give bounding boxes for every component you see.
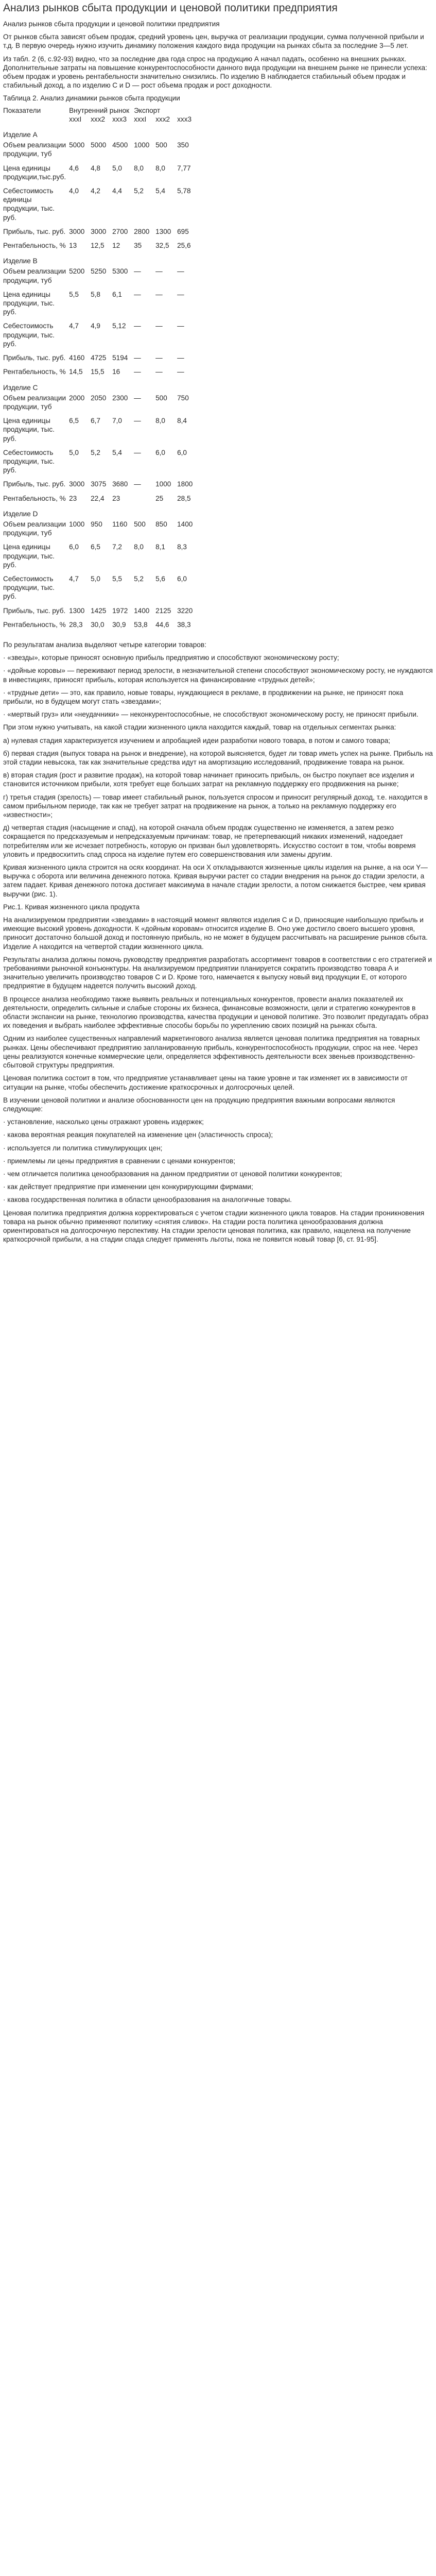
paragraph: При этом нужно учитывать, на какой стадии жизненного цикла находится каждый, товар на отдельных сегментах рынка: <box>3 723 396 732</box>
table-cell: 5,4 <box>112 448 122 456</box>
paragraph: Результаты анализа должны помочь руководству предприятия разработать ассортимент товаров в соответствии с его стратегией и требованиями рыночной конъюнктуры. На анализируемом предприятии планируется сократить производство товара А и значительно увеличить производство товаров С и D. Кроме того, намечается к выпуску новый вид продукции Е, от которого предприятие в будущем надеется получить высокий доход. <box>3 955 432 990</box>
table-cell: 3075 <box>91 480 107 488</box>
table-cell: 1000 <box>155 480 171 488</box>
table-cell: 1800 <box>177 480 193 488</box>
table-cell: 6,0 <box>155 448 165 456</box>
paragraph: в) вторая стадия (рост и развитие продаж), на которой товар начинает приносить прибыль, он быстро покупает все изделия и становится источником прибыли, хотя требует еще больших затрат на рекламную поддержку его продвижения на рынке; <box>3 771 414 788</box>
table-cell: 5,5 <box>69 290 79 298</box>
table-cell: — <box>134 448 141 456</box>
table-row-label: Себестоимость продукции, тыс. руб. <box>3 448 55 474</box>
table-cell: 1425 <box>91 606 107 615</box>
page-title: Анализ рынков сбыта продукции и ценовой политики предприятия <box>3 2 338 14</box>
paragraph: Анализ рынков сбыта продукции и ценовой политики предприятия <box>3 20 220 28</box>
table-cell: 5,12 <box>112 322 126 330</box>
table-cell: 44,6 <box>155 620 169 629</box>
table-cell: 5,78 <box>177 187 191 195</box>
table-cell: 5000 <box>69 141 85 149</box>
table-cell: 4,2 <box>91 187 100 195</box>
table-product-name: Изделие А <box>3 131 38 139</box>
table-row <box>3 416 199 448</box>
paragraph: На анализируемом предприятии «звездами» в настоящий момент являются изделия С и D, приносящие наибольшую прибыль и имеющие высокий уровень доходности. К «дойным коровам» относится изделие В. Оно уже достигло своего высшего уровня, приносит достаточно большой доход и постоянную прибыль, но не может в будущем рассчитывать на расширение рынков сбыта. Изделие А находится на четвертой стадии жизненного цикла. <box>3 916 428 951</box>
table-cell: 950 <box>91 520 102 528</box>
table-cell: — <box>134 267 141 276</box>
paragraph: б) первая стадия (выпуск товара на рынок и внедрение), на которой выясняется, будет ли товар иметь успех на рынке. Прибыль на этой стадии невысока, так как значительные средства идут на амортизацию исследований, продвижение товара на рынок. <box>3 749 433 766</box>
table-cell: 5,0 <box>91 574 100 583</box>
paragraph: · «мертвый груз» или «неудачники» — неконкурентоспособные, не способствуют экономическому росту, не приносят прибыли. <box>3 710 418 719</box>
table-row-label: Себестоимость единицы продукции, тыс. руб. <box>3 187 55 222</box>
table-cell: 28,3 <box>69 620 83 629</box>
table-row-label: Прибыль, тыс. руб. <box>3 606 66 615</box>
table-product-row <box>3 382 199 394</box>
table-product-row <box>3 129 199 141</box>
table-row <box>3 543 199 574</box>
table-product-name: Изделие В <box>3 257 38 265</box>
table-row-label: Прибыль, тыс. руб. <box>3 480 66 488</box>
table-cell: 5,2 <box>134 187 144 195</box>
table-row <box>3 520 199 543</box>
table-cell: 4,6 <box>69 164 79 172</box>
paragraph: г) третья стадия (зрелость) — товар имеет стабильный рынок, пользуется спросом и приносит регулярный доход, т.е. находится в самом прибыльном периоде, так как не требует затрат на продвижение на рынок, а только на рекламную поддержку его «известности»; <box>3 793 428 819</box>
table-cell <box>134 494 155 508</box>
table-cell: 5300 <box>112 267 128 276</box>
table-cell: 4,9 <box>91 322 100 330</box>
table-cell: 15,5 <box>91 368 104 376</box>
table-cell: 1000 <box>69 520 85 528</box>
table-row <box>3 606 199 620</box>
table-cell: 25 <box>155 494 164 502</box>
table-year-cell: xxx3 <box>177 115 192 123</box>
table-cell: 5,0 <box>112 164 122 172</box>
table-cell: 6,1 <box>112 290 122 298</box>
table-cell: 1300 <box>69 606 85 615</box>
paragraph: а) нулевая стадия характеризуется изучением и апробацией идеи разработки нового товара, в потом и самого товара; <box>3 736 391 744</box>
table-cell: 2050 <box>91 394 107 402</box>
table-row <box>3 448 199 480</box>
table-cell: 6,0 <box>177 448 187 456</box>
table-cell: 8,0 <box>155 164 165 172</box>
table-year-cell: xxx2 <box>155 115 170 123</box>
table-cell: 2300 <box>112 394 128 402</box>
table-header-export: Экспорт <box>134 106 161 114</box>
table-row-label: Объем реализации продукции, туб <box>3 394 66 411</box>
table-cell: 32,5 <box>155 242 169 250</box>
table-cell: 38,3 <box>177 620 191 629</box>
table-row-label: Прибыль, тыс. руб. <box>3 227 66 235</box>
table-cell: 5000 <box>91 141 107 149</box>
table-cell: 5194 <box>112 354 128 362</box>
table-cell: 1400 <box>134 606 150 615</box>
table-cell: 500 <box>155 394 167 402</box>
paragraph: · «звезды», которые приносят основную прибыль предприятию и способствуют экономическому росту; <box>3 654 339 662</box>
table-cell: 14,5 <box>69 368 83 376</box>
table-cell: 8,0 <box>134 164 144 172</box>
paragraph: · используется ли политика стимулирующих цен; <box>3 1144 163 1152</box>
table-cell: 35 <box>134 242 142 250</box>
table-year-cell: xxx3 <box>112 115 127 123</box>
table-header-label: Показатели <box>3 106 41 114</box>
table-cell: 25,6 <box>177 242 191 250</box>
table-cell: 4160 <box>69 354 85 362</box>
table-year-cell: xxxI <box>69 115 82 123</box>
table-row-label: Себестоимость продукции, тыс. руб. <box>3 574 55 601</box>
paragraph: Одним из наиболее существенных направлений маркетингового анализа является ценовая политика предприятия на товарных рынках. Цены обеспечивают предприятию запланированную прибыль, конкурентоспособность продукции, спрос на нее. Через цены реализуются конечные коммерческие цели, определяется эффективность деятельности всех звеньев производственно-сбытовой структуры предприятия. <box>3 1035 420 1070</box>
table-cell: 5,8 <box>91 290 100 298</box>
paragraph: Ценовая политика предприятия должна корректироваться с учетом стадии жизненного цикла товаров. На стадии проникновения товара на рынок обычно применяют политику «снятия сливок». На стадии роста политика ценообразования должна ориентироваться на долгосрочную перспективу. На стадии зрелости ценовая политика, как правило, нацелена на получение краткосрочной прибыли, а на стадии спада следует применять льготы, пока не появится новый товар [6, ст. 91-95]. <box>3 1209 425 1244</box>
table-cell: 4,8 <box>91 164 100 172</box>
table-caption: Таблица 2. Анализ динамики рынков сбыта продукции <box>3 94 180 103</box>
table-cell: 8,0 <box>134 543 144 551</box>
table-row <box>3 267 199 290</box>
table-cell: 6,7 <box>91 417 100 425</box>
table-cell: 500 <box>134 520 146 528</box>
table-cell: 2700 <box>112 227 128 235</box>
table-cell: 350 <box>177 141 189 149</box>
table-row-label: Цена единицы продукции,тыс.руб. <box>3 164 66 181</box>
table-product-row <box>3 255 199 267</box>
table-row <box>3 164 199 187</box>
document <box>0 0 436 1244</box>
table-cell: 6,0 <box>69 543 79 551</box>
intro-section <box>3 20 433 90</box>
table-row <box>3 290 199 322</box>
table-cell: — <box>177 322 184 330</box>
table-cell: 22,4 <box>91 494 104 502</box>
paragraph: · какова государственная политика в области ценообразования на аналогичные товары. <box>3 1196 292 1204</box>
table-row <box>3 321 199 353</box>
paragraph: · «трудные дети» — это, как правило, новые товары, нуждающиеся в рекламе, в продвижении на рынке, не приносят пока прибыли, но в будущем могут стать «звездами»; <box>3 688 404 705</box>
table-cell: 53,8 <box>134 620 148 629</box>
table-row-label: Рентабельность, % <box>3 368 66 376</box>
table-row-label: Рентабельность, % <box>3 494 66 502</box>
table-cell: 6,5 <box>91 543 100 551</box>
table-cell: 4,4 <box>112 187 122 195</box>
table-header-domestic: Внутренний рынок <box>69 106 130 114</box>
paragraph: Ценовая политика состоит в том, что предприятие устанавливает цены на такие уровне и так изменяет их в зависимости от ситуации на рынке, чтобы обеспечить достижение краткосрочных и долгосрочных целей. <box>3 1074 408 1091</box>
paragraph: д) четвертая стадия (насыщение и спад), на которой сначала объем продаж существенно не изменяется, а затем резко сокращается по предсказуемым и непредсказуемым причинам: товар, не претерпевающий никаких изменений, надоедает потребителям или же исчезает потребность, которую он призван был удовлетворять. Искусство состоит в том, чтобы вовремя уловить и предвосхитить спад спроса на изделие путем его совершенствования или замены другим. <box>3 824 416 858</box>
paragraph: Рис.1. Кривая жизненного цикла продукта <box>3 903 140 911</box>
table-row <box>3 353 199 367</box>
table-cell: 4,7 <box>69 574 79 583</box>
table-row <box>3 620 199 634</box>
table-cell: 4725 <box>91 354 107 362</box>
table-cell: 12 <box>112 242 120 250</box>
table-cell: — <box>134 354 141 362</box>
paragraph: В процессе анализа необходимо также выявить реальных и потенциальных конкурентов, провести анализ показателей их деятельности, определить сильные и слабые стороны их бизнеса, финансовые возможности, цели и стратегию конкурентов в области экспансии на рынке, технологию производства, качества продукции и ценовой политике. Это позволит предугадать образ их поведения и выбрать наиболее эффективные способы борьбы по укреплению своих позиций на рынках сбыта. <box>3 995 429 1030</box>
table-row <box>3 367 199 381</box>
table-year-cell: xxx2 <box>91 115 106 123</box>
table-cell: 13 <box>69 242 77 250</box>
table-cell: 5250 <box>91 267 107 276</box>
table-cell: 30,0 <box>91 620 104 629</box>
body-section <box>3 640 433 1244</box>
paragraph: Кривая жизненного цикла строится на осях координат. На оси X откладываются жизненные циклы изделия на рынке, а на оси Y— выручка с оборота или величина денежного потока. Кривая выручки растет со стадии внедрения на рынок до стадии зрелости, а затем падает. Кривая денежного потока достигает максимума в начале стадии зрелости, а потом снижается быстрее, чем кривая выручки (рис. 1). <box>3 863 428 898</box>
market-dynamics-table <box>3 106 199 634</box>
table-row-label: Прибыль, тыс. руб. <box>3 354 66 362</box>
table-cell: 12,5 <box>91 242 104 250</box>
table-cell: 6,0 <box>177 574 187 583</box>
table-row <box>3 480 199 494</box>
paragraph: По результатам анализа выделяют четыре категории товаров: <box>3 640 206 649</box>
table-product-name: Изделие С <box>3 383 38 392</box>
table-cell: 4500 <box>112 141 128 149</box>
table-cell: 28,5 <box>177 494 191 502</box>
table-cell: 5,2 <box>134 574 144 583</box>
table-cell: 5,4 <box>155 187 165 195</box>
table-cell: 1400 <box>177 520 193 528</box>
table-row-label: Цена единицы продукции, тыс. руб. <box>3 290 55 316</box>
table-cell: 3220 <box>177 606 193 615</box>
table-product-row <box>3 508 199 520</box>
table-row <box>3 394 199 416</box>
table-cell: 7,2 <box>112 543 122 551</box>
table-row <box>3 574 199 606</box>
table-cell: — <box>155 267 163 276</box>
table-cell: 3000 <box>69 480 85 488</box>
table-cell-empty <box>3 115 69 129</box>
table-cell: 23 <box>112 494 120 502</box>
table-cell: 2000 <box>69 394 85 402</box>
table-cell: — <box>134 394 141 402</box>
table-cell: 16 <box>112 368 120 376</box>
table-cell: 3000 <box>69 227 85 235</box>
table-row-label: Себестоимость продукции, тыс. руб. <box>3 322 55 348</box>
table-cell: 850 <box>155 520 167 528</box>
table-row-label: Объем реализации продукции, туб <box>3 520 66 537</box>
table-cell: — <box>134 368 141 376</box>
table-cell: 5,2 <box>91 448 100 456</box>
table-row-label: Рентабельность, % <box>3 242 66 250</box>
table-years-row <box>3 115 199 129</box>
table-cell: 1300 <box>155 227 171 235</box>
table-cell: — <box>177 290 184 298</box>
table-cell: — <box>134 322 141 330</box>
paragraph: · приемлемы ли цены предприятия в сравнении с ценами конкурентов; <box>3 1157 236 1165</box>
table-row-label: Цена единицы продукции, тыс. руб. <box>3 543 55 569</box>
table-row-label: Цена единицы продукции, тыс. руб. <box>3 417 55 443</box>
table-cell: 5200 <box>69 267 85 276</box>
table-cell: — <box>155 322 163 330</box>
table-cell: 2800 <box>134 227 150 235</box>
table-row <box>3 494 199 508</box>
table-cell: 3680 <box>112 480 128 488</box>
table-cell: 8,1 <box>155 543 165 551</box>
table-cell: 5,0 <box>69 448 79 456</box>
paragraph: Из табл. 2 (6, с.92-93) видно, что за последние два года спрос на продукцию А начал падать, особенно на внешних рынках. Дополнительные затраты на повышение конкурентоспособности данного вида продукции на внешнем рынке не принесли успеха: объем продаж и уровень рентабельности значительно снизились. По изделию В наблюдается стабильный объем продаж и стабильный доход, а по изделию С и D — рост объема продаж и рост доходности. <box>3 55 427 90</box>
paragraph: · какова вероятная реакция покупателей на изменение цен (эластичность спроса); <box>3 1131 273 1139</box>
table-cell: 1160 <box>112 520 128 528</box>
table-cell: 500 <box>155 141 167 149</box>
table-cell: 8,3 <box>177 543 187 551</box>
paragraph: · как действует предприятие при изменении цен конкурирующими фирмами; <box>3 1183 253 1191</box>
table-cell: — <box>134 480 141 488</box>
table-cell: 1000 <box>134 141 150 149</box>
paragraph: От рынков сбыта зависят объем продаж, средний уровень цен, выручка от реализации продукции, сумма полученной прибыли и т.д. В первую очередь нужно изучить динамику положения каждого вида продукции на рынках сбыта за последние 3—5 лет. <box>3 33 424 50</box>
table-cell: 30,9 <box>112 620 126 629</box>
table-cell: — <box>177 368 184 376</box>
table-cell: 6,5 <box>69 417 79 425</box>
table-row <box>3 227 199 241</box>
table-product-name: Изделие D <box>3 510 38 518</box>
table-row-label: Объем реализации продукции, туб <box>3 267 66 284</box>
table-row-label: Рентабельность, % <box>3 620 66 629</box>
table-cell: 8,4 <box>177 417 187 425</box>
table-cell: 3000 <box>91 227 107 235</box>
table-cell: 1972 <box>112 606 128 615</box>
table-cell: 8,0 <box>155 417 165 425</box>
table-cell: — <box>177 354 184 362</box>
table-cell: — <box>155 368 163 376</box>
paragraph: · «дойные коровы» — переживают период зрелости, в незначительной степени способствуют экономическому росту, не нуждаются в инвестициях, приносят прибыль, которая используется на финансирование «трудных детей»; <box>3 667 433 684</box>
paragraph: · установление, насколько цены отражают уровень издержек; <box>3 1118 204 1126</box>
table-cell: — <box>134 417 141 425</box>
table-year-cell: xxxI <box>134 115 147 123</box>
table-cell: 2125 <box>155 606 171 615</box>
paragraph: В изучении ценовой политики и анализе обоснованности цен на продукцию предприятия важными вопросами являются следующие: <box>3 1096 395 1113</box>
table-cell: 23 <box>69 494 77 502</box>
table-row <box>3 187 199 227</box>
table-cell: — <box>155 354 163 362</box>
table-row-label: Объем реализации продукции, туб <box>3 141 66 158</box>
table-cell: — <box>134 290 141 298</box>
table-cell: 7,77 <box>177 164 191 172</box>
table-cell: 695 <box>177 227 189 235</box>
table-cell: 7,0 <box>112 417 122 425</box>
table-cell: — <box>155 290 163 298</box>
table-cell: 4,0 <box>69 187 79 195</box>
table-cell: 750 <box>177 394 189 402</box>
table-cell: 4,7 <box>69 322 79 330</box>
table-cell: — <box>177 267 184 276</box>
table-cell: 5,5 <box>112 574 122 583</box>
table-row <box>3 241 199 255</box>
paragraph: · чем отличается политика ценообразования на данном предприятии от ценовой политики конкурентов; <box>3 1170 342 1178</box>
table-cell: 5,6 <box>155 574 165 583</box>
table-row <box>3 141 199 163</box>
table-header-row <box>3 106 199 115</box>
